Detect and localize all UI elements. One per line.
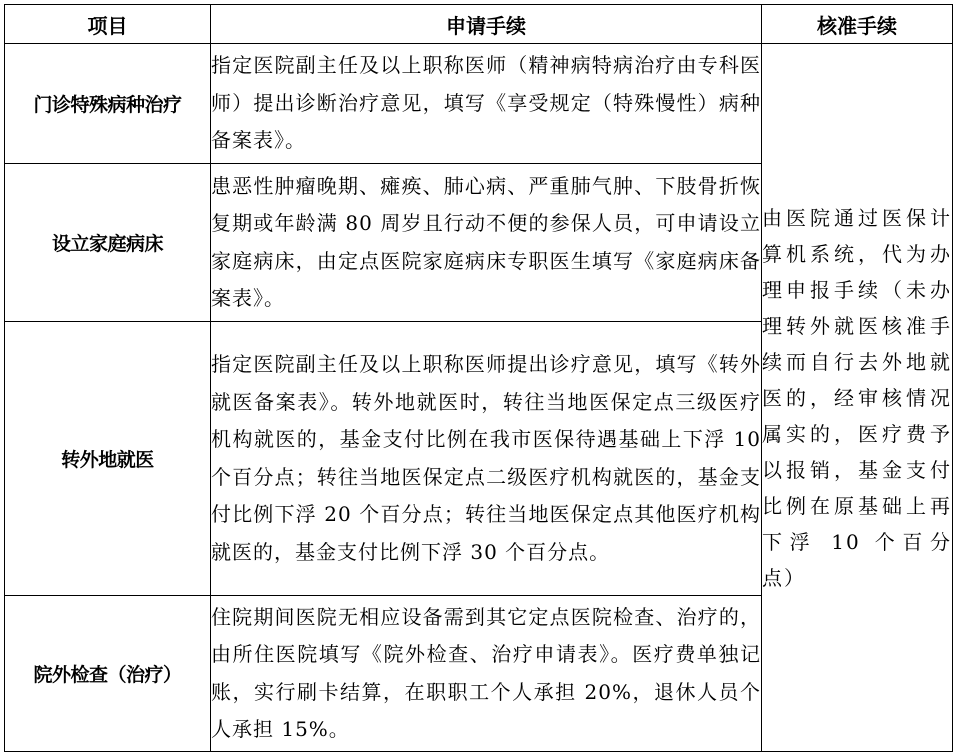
row-item-transfer: 转外地就医	[5, 322, 211, 596]
row-item-external-exam: 院外检查（治疗）	[5, 596, 211, 752]
header-item: 项目	[5, 5, 211, 44]
header-approval: 核准手续	[762, 5, 953, 44]
row-item-home-bed: 设立家庭病床	[5, 164, 211, 322]
header-application: 申请手续	[211, 5, 762, 44]
row-procedure-home-bed: 患恶性肿瘤晚期、瘫痪、肺心病、严重肺气肿、下肢骨折恢复期或年龄满 80 周岁且行动不便的参保人员，可申请设立家庭病床，由定点医院家庭病床专职医生填写《家庭病床备案表》。	[211, 164, 762, 322]
table-row	[5, 44, 953, 164]
approval-procedure: 由医院通过医保计算机系统，代为办理申报手续（未办理转外就医核准手续而自行去外地就医的，经审核情况属实的，医疗费予以报销，基金支付比例在原基础上再下浮 10 个百分点）	[762, 44, 953, 752]
procedures-table	[4, 4, 953, 752]
header-row	[5, 5, 953, 44]
row-procedure-transfer: 指定医院副主任及以上职称医师提出诊疗意见，填写《转外就医备案表》。转外地就医时，转往当地医保定点三级医疗机构就医的，基金支付比例在我市医保待遇基础上下浮 10 个百分点；转往当地医保定点二级医疗机构就医的，基金支付比例下浮 20 个百分点；转往当地医保定点其他医疗机构就医的，基金支付比例下浮 30 个百分点。	[211, 322, 762, 596]
row-procedure-outpatient-special: 指定医院副主任及以上职称医师（精神病特病治疗由专科医师）提出诊断治疗意见，填写《享受规定（特殊慢性）病种备案表》。	[211, 44, 762, 164]
row-procedure-external-exam: 住院期间医院无相应设备需到其它定点医院检查、治疗的，由所住医院填写《院外检查、治疗申请表》。医疗费单独记账，实行刷卡结算，在职职工个人承担 20%，退休人员个人承担 15%。	[211, 596, 762, 752]
row-item-outpatient-special: 门诊特殊病种治疗	[5, 44, 211, 164]
